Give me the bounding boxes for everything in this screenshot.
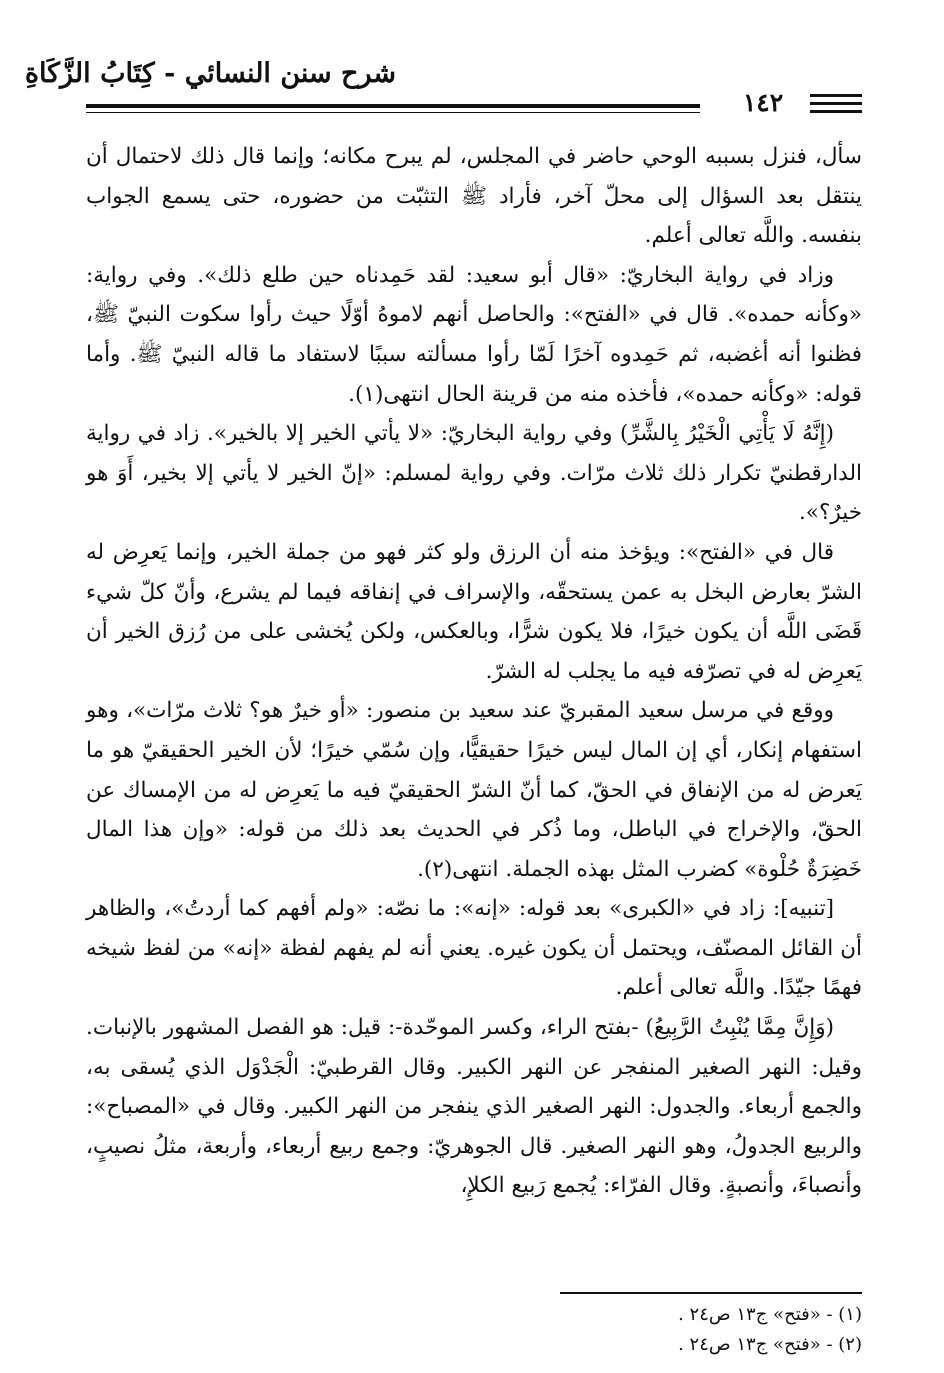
header-rule [86,104,700,108]
paragraph: (وَإِنَّ مِمَّا يُنْبِتُ الرَّبِيعُ) -بفتح الراء، وكسر الموحّدة-: قيل: هو الفصل المشهور بالإنبات. وقيل: النهر الصغير المنفجر عن النهر الكبير. وقال القرطبيّ: الْجَدْوَل الذي يُسقى به، والجمع أربعاء. والجدول: النهر الصغير الذي ينفجر من النهر الكبير. وقال في «المصباح»: والربيع الجدولُ، وهو النهر الصغير. قال الجوهريّ: وجمع ربيع أربعاء، وأربعة، مثلُ نصيبٍ، وأنصباءَ، وأنصبةٍ. وقال الفرّاء: يُجمع رَبيع الكلإِ، [86,1015,862,1199]
body-text [86,137,862,1206]
footnote-2: (٢) - «فتح» ج١٣ ص٢٤ . [678,1334,862,1355]
page-number: ١٤٢ [742,88,784,117]
paragraph: سأل، فنزل بسببه الوحي حاضر في المجلس، لم يبرح مكانه؛ وإنما قال ذلك لاحتمال أن ينتقل بعد السؤال إلى محلّ آخر، فأراد ﷺ التثبّت من حضوره، حتى يسمع الجواب بنفسه. واللَّه تعالى أعلم. [86,144,862,249]
page-header-title: شرح سنن النسائي - كِتَابُ الزَّكَاةِ [24,58,396,89]
footnotes [560,1300,862,1360]
header-rule-thin [86,112,700,113]
paragraph: [تنبيه]: زاد في «الكبرى» بعد قوله: «إنه»: ما نصّه: «ولم أفهم كما أردتُ»، والظاهر أن القائل المصنّف، ويحتمل أن يكون غيره. يعني أنه لم يفهم لفظة «إنه» من لفظ شيخه فهمًا جيّدًا. واللَّه تعالى أعلم. [86,896,862,1001]
paragraph: (إِنَّهُ لَا يَأْتِي الْخَيْرُ بِالشَّرِّ) وفي رواية البخاريّ: «لا يأتي الخير إلا بالخير». زاد في رواية الدارقطنيّ تكرار ذلك ثلاث مرّات. وفي رواية لمسلم: «إنّ الخير لا يأتي إلا بخير، أَوَ هو خيرٌ؟». [86,421,862,526]
footnote-1: (١) - «فتح» ج١٣ ص٢٤ . [678,1304,862,1325]
footnote-separator [560,1292,862,1294]
paragraph: ووقع في مرسل سعيد المقبريّ عند سعيد بن منصور: «أو خيرٌ هو؟ ثلاث مرّات»، وهو استفهام إنكار، أي إن المال ليس خيرًا حقيقيًّا، وإن سُمّي خيرًا؛ لأن الخير الحقيقيّ هو ما يَعرض له من الإنفاق في الحقّ، كما أنّ الشرّ الحقيقيّ فيه ما يَعرِض له من الإمساك عن الحقّ، والإخراج في الباطل، وما ذُكر في الحديث بعد ذلك من قوله: «وإن هذا المال خَضِرَةٌ حُلْوة» كضرب المثل بهذه الجملة. انتهى(٢). [86,698,862,882]
paragraph: وزاد في رواية البخاريّ: «قال أبو سعيد: لقد حَمِدناه حين طلع ذلك». وفي رواية: «وكأنه حمده». قال في «الفتح»: والحاصل أنهم لاموهُ أوّلًا حيث رأوا سكوت النبيّ ﷺ، فظنوا أنه أغضبه، ثم حَمِدوه آخرًا لَمّا رأوا مسألته سببًا لاستفاد ما قاله النبيّ ﷺ. وأما قوله: «وكأنه حمده»، فأخذه منه من قرينة الحال انتهى(١). [86,262,862,407]
paragraph: قال في «الفتح»: ويؤخذ منه أن الرزق ولو كثر فهو من جملة الخير، وإنما يَعرِض له الشرّ بعارض البخل به عمن يستحقّه، والإسراف في إنفاقه فيما لم يشرع، وأنّ كلّ شيء قَضَى اللَّه أن يكون خيرًا، فلا يكون شرًّا، وبالعكس، ولكن يُخشى على من رُزق الخير أن يَعرِض له في تصرّفه فيه ما يجلب له الشرّ. [86,539,862,684]
header-ornament [810,94,862,118]
